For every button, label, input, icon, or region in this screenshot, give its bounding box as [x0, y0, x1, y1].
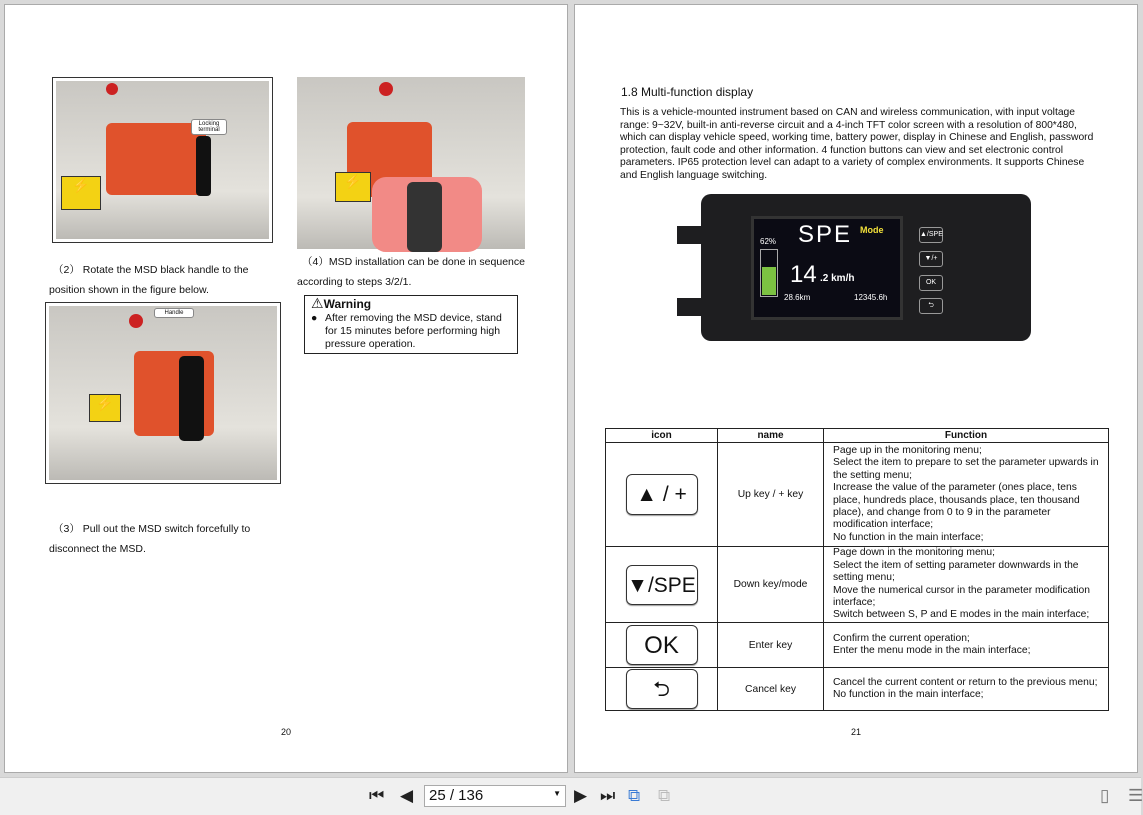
function-line: Select the item of setting parameter downwards in the setting menu; [833, 559, 1079, 584]
first-page-icon[interactable]: ⏮ [369, 786, 385, 805]
device-ok-button: OK [919, 275, 943, 291]
pdf-page-21 [574, 4, 1138, 773]
table-row [606, 668, 1109, 711]
display-mode: SPE [798, 221, 853, 248]
row-name: Up key / + key [718, 443, 824, 547]
continuous-view-icon[interactable]: ☰ [1128, 786, 1143, 805]
function-line: Enter the menu mode in the main interface; [833, 645, 1031, 656]
display-speed: 14 [790, 261, 817, 288]
back-key-icon: ⮌ [626, 669, 698, 709]
last-page-icon[interactable]: ⏭ [600, 786, 616, 805]
row-name: Down key/mode [718, 547, 824, 623]
display-battery: 62% [760, 237, 777, 246]
go-back-view-icon[interactable]: ⧉ [628, 786, 641, 805]
step2-line1: （2） Rotate the MSD black handle to the [53, 264, 249, 276]
function-line: Switch between S, P and E modes in the main interface; [833, 609, 1090, 621]
header-name: name [718, 429, 824, 443]
device-down-button: ▼/+ [919, 251, 943, 267]
function-line: Increase the value of the parameter (ones place, tens place, hundreds place, thousands place, ten thousand place), and change from 0 to 9 in the parameter modification interface; [833, 482, 1080, 531]
warning-box: ⚠Warning ● After removing the MSD device, stand for 15 minutes before performing high pressure operation. [304, 295, 518, 354]
msd-photo-locking: ⚡ Locking terminal [52, 77, 273, 243]
step3-line1: （3） Pull out the MSD switch forcefully to [53, 523, 251, 535]
display-device-photo [701, 194, 1031, 341]
row-name: Enter key [718, 623, 824, 668]
function-line: Move the numerical cursor in the parameter modification interface; [833, 584, 1090, 608]
function-line: Page up in the monitoring menu; [833, 444, 982, 456]
up-key-icon: ▲ / + [626, 474, 698, 515]
go-forward-view-icon[interactable]: ⧉ [658, 786, 671, 805]
page-indicator: 25 / 136 [429, 787, 484, 804]
step4-line2: according to steps 3/2/1. [297, 276, 412, 288]
chevron-down-icon: ▼ [553, 789, 561, 798]
display-speed-unit: .2 km/h [820, 273, 855, 284]
page-selector[interactable] [424, 785, 566, 807]
callout-handle: Handle [154, 308, 194, 318]
device-back-button: ⮌ [919, 298, 943, 314]
function-line: Select the item to prepare to set the parameter upwards in the setting menu; [833, 457, 1099, 481]
warning-title: Warning [323, 297, 372, 311]
function-line: No function in the main interface; [833, 689, 984, 700]
device-up-button: ▲/SPE [919, 227, 943, 243]
intro-paragraph: This is a vehicle-mounted instrument based on CAN and wireless communication, with input voltage range: 9~32V, built-in anti-reverse circuit and a 4-inch TFT color screen with a resolution of 800*480, which can display vehicle speed, working time, battery power, display in Chinese and English, password protection, fault code and other information. 4 function buttons can view and set electronic control parameters. IP65 protection level can adapt to a variety of complex environments. It supports Chinese and English language switching. [620, 107, 1094, 181]
table-row [606, 443, 1109, 547]
step4-line1: （4）MSD installation can be done in sequence [302, 256, 525, 268]
single-page-view-icon[interactable]: ▯ [1100, 786, 1110, 805]
row-name: Cancel key [718, 668, 824, 711]
previous-page-icon[interactable]: ◀ [400, 786, 414, 805]
page-number: 21 [851, 727, 862, 737]
step2-line2: position shown in the figure below. [49, 284, 209, 296]
function-line: Page down in the monitoring menu; [833, 547, 995, 559]
table-row [606, 547, 1109, 623]
ok-key-icon: OK [626, 625, 698, 665]
msd-photo-installed: ⚡ [297, 77, 525, 249]
step3-line2: disconnect the MSD. [49, 543, 146, 555]
display-mode-label: Mode [860, 225, 884, 235]
warning-text: After removing the MSD device, stand for 15 minutes before performing high pressure operation. [325, 312, 502, 350]
pdf-toolbar [0, 777, 1141, 815]
function-line: Confirm the current operation; [833, 632, 970, 644]
msd-photo-handle: ⚡ Handle [45, 302, 281, 484]
down-key-icon: ▼/SPE [626, 565, 698, 605]
section-heading: 1.8 Multi-function display [621, 85, 754, 99]
display-distance: 28.6km [784, 293, 811, 302]
table-row [606, 623, 1109, 668]
pdf-page-20 [4, 4, 568, 773]
warning-icon: ⚠ [311, 295, 324, 311]
function-line: Cancel the current content or return to the previous menu; [833, 676, 1098, 688]
next-page-icon[interactable]: ▶ [574, 786, 588, 805]
header-function: Function [824, 429, 1109, 443]
page-number: 20 [281, 727, 292, 737]
function-line: No function in the main interface; [833, 531, 984, 543]
display-hours: 12345.6h [854, 293, 888, 302]
header-icon: icon [606, 429, 718, 443]
callout-locking-terminal: Locking terminal [191, 119, 227, 135]
button-function-table [605, 428, 1109, 711]
